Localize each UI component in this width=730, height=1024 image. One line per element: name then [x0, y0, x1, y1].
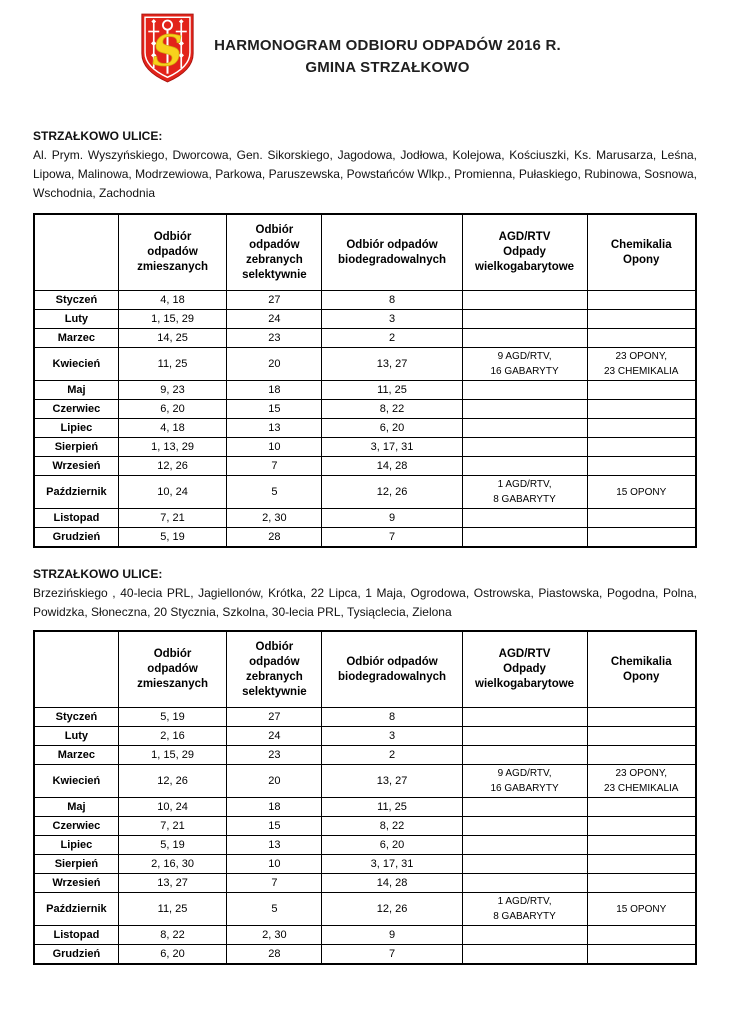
- date-cell: 2, 16: [118, 727, 226, 746]
- month-cell: Wrzesień: [34, 874, 118, 893]
- date-cell: [587, 457, 696, 476]
- date-cell: 6, 20: [118, 400, 226, 419]
- table-row: [34, 329, 696, 348]
- date-cell: [587, 528, 696, 548]
- date-cell: [462, 874, 587, 893]
- date-cell: [587, 509, 696, 528]
- month-cell: Grudzień: [34, 945, 118, 965]
- date-cell: 7, 21: [118, 509, 226, 528]
- table-row: [34, 457, 696, 476]
- month-cell: Luty: [34, 727, 118, 746]
- date-cell: [462, 291, 587, 310]
- date-cell: [462, 727, 587, 746]
- section-heading: STRZAŁKOWO ULICE:: [33, 129, 163, 143]
- date-cell: 12, 26: [118, 457, 226, 476]
- date-cell: 3, 17, 31: [322, 438, 462, 457]
- date-cell: 14, 28: [322, 874, 462, 893]
- date-cell: 28: [227, 945, 322, 965]
- table-row: [34, 528, 696, 548]
- date-cell: 14, 28: [322, 457, 462, 476]
- date-cell: 9 AGD/RTV, 16 GABARYTY: [462, 348, 587, 381]
- date-cell: [587, 746, 696, 765]
- column-header: Odbiór odpadów zebranych selektywnie: [227, 214, 322, 291]
- date-cell: 11, 25: [322, 381, 462, 400]
- date-cell: [462, 836, 587, 855]
- table-row: [34, 817, 696, 836]
- month-cell: Kwiecień: [34, 348, 118, 381]
- table-row: [34, 291, 696, 310]
- date-cell: 13: [227, 836, 322, 855]
- month-cell: Wrzesień: [34, 457, 118, 476]
- month-cell: Maj: [34, 381, 118, 400]
- month-cell: Marzec: [34, 329, 118, 348]
- date-cell: 18: [227, 798, 322, 817]
- date-cell: [587, 855, 696, 874]
- date-cell: 8, 22: [118, 926, 226, 945]
- date-cell: 20: [227, 765, 322, 798]
- date-cell: [462, 945, 587, 965]
- date-cell: 10, 24: [118, 798, 226, 817]
- month-cell: Kwiecień: [34, 765, 118, 798]
- table-row: [34, 509, 696, 528]
- date-cell: [587, 329, 696, 348]
- date-cell: [462, 457, 587, 476]
- column-header: Chemikalia Opony: [587, 214, 696, 291]
- month-cell: Marzec: [34, 746, 118, 765]
- table-row: [34, 310, 696, 329]
- month-cell: Październik: [34, 893, 118, 926]
- date-cell: 8, 22: [322, 817, 462, 836]
- column-header: Odbiór odpadów biodegradowalnych: [322, 214, 462, 291]
- month-cell: Czerwiec: [34, 817, 118, 836]
- date-cell: [462, 708, 587, 727]
- date-cell: 12, 26: [118, 765, 226, 798]
- date-cell: 23 OPONY, 23 CHEMIKALIA: [587, 348, 696, 381]
- date-cell: [462, 798, 587, 817]
- date-cell: 2: [322, 746, 462, 765]
- date-cell: 9 AGD/RTV, 16 GABARYTY: [462, 765, 587, 798]
- date-cell: 1 AGD/RTV, 8 GABARYTY: [462, 476, 587, 509]
- date-cell: 5, 19: [118, 708, 226, 727]
- table-row: [34, 438, 696, 457]
- date-cell: 11, 25: [322, 798, 462, 817]
- date-cell: 12, 26: [322, 893, 462, 926]
- date-cell: 6, 20: [322, 836, 462, 855]
- date-cell: [587, 926, 696, 945]
- date-cell: 3: [322, 727, 462, 746]
- date-cell: 24: [227, 727, 322, 746]
- date-cell: [587, 400, 696, 419]
- month-cell: Listopad: [34, 509, 118, 528]
- date-cell: 27: [227, 291, 322, 310]
- month-cell: Styczeń: [34, 291, 118, 310]
- date-cell: 6, 20: [322, 419, 462, 438]
- date-cell: [587, 727, 696, 746]
- date-cell: 8: [322, 708, 462, 727]
- table-row: [34, 836, 696, 855]
- month-cell: Maj: [34, 798, 118, 817]
- date-cell: 1, 13, 29: [118, 438, 226, 457]
- schedule-section: [33, 129, 697, 548]
- date-cell: 5: [227, 476, 322, 509]
- month-cell: Sierpień: [34, 855, 118, 874]
- date-cell: 11, 25: [118, 348, 226, 381]
- date-cell: 15: [227, 400, 322, 419]
- schedule-table: [33, 213, 697, 548]
- page: [0, 13, 730, 965]
- month-cell: Listopad: [34, 926, 118, 945]
- date-cell: 3: [322, 310, 462, 329]
- date-cell: [462, 528, 587, 548]
- streets-list: Brzezińskiego , 40-lecia PRL, Jagiellonów, Krótka, 22 Lipca, 1 Maja, Ogrodowa, Ostrowska, Piastowska, Pogodna, Polna, Powidzka, Słoneczna, 20 Stycznia, Szkolna, 30-lecia PRL, Tysiąclecia, Zielona: [33, 586, 697, 619]
- date-cell: 20: [227, 348, 322, 381]
- page-title-line1: HARMONOGRAM ODBIORU ODPADÓW 2016 R.: [214, 37, 561, 54]
- table-row: [34, 893, 696, 926]
- date-cell: 7, 21: [118, 817, 226, 836]
- date-cell: 23 OPONY, 23 CHEMIKALIA: [587, 765, 696, 798]
- month-cell: Sierpień: [34, 438, 118, 457]
- date-cell: [462, 381, 587, 400]
- date-cell: [462, 746, 587, 765]
- table-row: [34, 874, 696, 893]
- column-header: Odbiór odpadów zmieszanych: [118, 631, 226, 708]
- date-cell: 1, 15, 29: [118, 746, 226, 765]
- schedule-table-head: [34, 214, 696, 291]
- month-column-header: [34, 631, 118, 708]
- header-row: [34, 214, 696, 291]
- date-cell: 13, 27: [322, 348, 462, 381]
- date-cell: 4, 18: [118, 419, 226, 438]
- date-cell: 24: [227, 310, 322, 329]
- date-cell: 2, 30: [227, 926, 322, 945]
- date-cell: 28: [227, 528, 322, 548]
- date-cell: 9, 23: [118, 381, 226, 400]
- date-cell: 12, 26: [322, 476, 462, 509]
- date-cell: 1, 15, 29: [118, 310, 226, 329]
- table-row: [34, 348, 696, 381]
- date-cell: 13, 27: [322, 765, 462, 798]
- schedule-table-body: [34, 708, 696, 965]
- month-column-header: [34, 214, 118, 291]
- column-header: Chemikalia Opony: [587, 631, 696, 708]
- date-cell: 7: [322, 528, 462, 548]
- header-row: [34, 631, 696, 708]
- date-cell: 8: [322, 291, 462, 310]
- month-cell: Luty: [34, 310, 118, 329]
- date-cell: [587, 381, 696, 400]
- section-heading: STRZAŁKOWO ULICE:: [33, 567, 163, 581]
- date-cell: 15 OPONY: [587, 476, 696, 509]
- date-cell: [587, 291, 696, 310]
- date-cell: [462, 419, 587, 438]
- date-cell: 9: [322, 926, 462, 945]
- date-cell: [587, 836, 696, 855]
- date-cell: [587, 438, 696, 457]
- table-row: [34, 855, 696, 874]
- date-cell: 13, 27: [118, 874, 226, 893]
- table-row: [34, 419, 696, 438]
- date-cell: 2, 30: [227, 509, 322, 528]
- date-cell: 13: [227, 419, 322, 438]
- month-cell: Czerwiec: [34, 400, 118, 419]
- date-cell: 23: [227, 746, 322, 765]
- date-cell: [462, 329, 587, 348]
- date-cell: [462, 509, 587, 528]
- date-cell: 2, 16, 30: [118, 855, 226, 874]
- table-row: [34, 727, 696, 746]
- date-cell: 7: [227, 874, 322, 893]
- date-cell: 15: [227, 817, 322, 836]
- date-cell: 5, 19: [118, 836, 226, 855]
- date-cell: [587, 874, 696, 893]
- month-cell: Grudzień: [34, 528, 118, 548]
- date-cell: 9: [322, 509, 462, 528]
- table-row: [34, 381, 696, 400]
- date-cell: 1 AGD/RTV, 8 GABARYTY: [462, 893, 587, 926]
- schedule-table-body: [34, 291, 696, 548]
- date-cell: 11, 25: [118, 893, 226, 926]
- date-cell: [462, 438, 587, 457]
- date-cell: 18: [227, 381, 322, 400]
- table-row: [34, 765, 696, 798]
- date-cell: [462, 817, 587, 836]
- date-cell: [587, 817, 696, 836]
- month-cell: Lipiec: [34, 836, 118, 855]
- date-cell: 23: [227, 329, 322, 348]
- month-cell: Lipiec: [34, 419, 118, 438]
- date-cell: 8, 22: [322, 400, 462, 419]
- table-row: [34, 945, 696, 965]
- date-cell: 10: [227, 855, 322, 874]
- date-cell: 5: [227, 893, 322, 926]
- date-cell: 10, 24: [118, 476, 226, 509]
- date-cell: [587, 310, 696, 329]
- page-title-line2: GMINA STRZAŁKOWO: [305, 59, 470, 76]
- table-row: [34, 476, 696, 509]
- date-cell: [462, 855, 587, 874]
- date-cell: [587, 945, 696, 965]
- table-row: [34, 798, 696, 817]
- table-row: [34, 746, 696, 765]
- date-cell: 15 OPONY: [587, 893, 696, 926]
- table-row: [34, 400, 696, 419]
- page-header: [33, 13, 697, 83]
- date-cell: [587, 798, 696, 817]
- date-cell: [462, 926, 587, 945]
- date-cell: 27: [227, 708, 322, 727]
- date-cell: 3, 17, 31: [322, 855, 462, 874]
- schedule-table-head: [34, 631, 696, 708]
- column-header: AGD/RTV Odpady wielkogabarytowe: [462, 631, 587, 708]
- table-row: [34, 708, 696, 727]
- date-cell: 7: [227, 457, 322, 476]
- date-cell: [587, 708, 696, 727]
- column-header: AGD/RTV Odpady wielkogabarytowe: [462, 214, 587, 291]
- date-cell: 6, 20: [118, 945, 226, 965]
- month-cell: Październik: [34, 476, 118, 509]
- date-cell: [462, 400, 587, 419]
- column-header: Odbiór odpadów zebranych selektywnie: [227, 631, 322, 708]
- date-cell: 4, 18: [118, 291, 226, 310]
- table-row: [34, 926, 696, 945]
- date-cell: 14, 25: [118, 329, 226, 348]
- column-header: Odbiór odpadów biodegradowalnych: [322, 631, 462, 708]
- svg-text:S: S: [152, 25, 183, 76]
- streets-list: Al. Prym. Wyszyńskiego, Dworcowa, Gen. Sikorskiego, Jagodowa, Jodłowa, Kolejowa, Kościuszki, Ks. Marusarza, Leśna, Lipowa, Malinowa, Modrzewiowa, Parkowa, Paruszewska, Powstańców Wlkp., Promienna, Pułaskiego, Rubinowa, Sosnowa, Wschodnia, Zachodnia: [33, 148, 697, 200]
- date-cell: 2: [322, 329, 462, 348]
- page-title: [33, 35, 697, 79]
- schedule-table: [33, 630, 697, 965]
- date-cell: [462, 310, 587, 329]
- date-cell: 5, 19: [118, 528, 226, 548]
- date-cell: 7: [322, 945, 462, 965]
- date-cell: [587, 419, 696, 438]
- date-cell: 10: [227, 438, 322, 457]
- month-cell: Styczeń: [34, 708, 118, 727]
- schedule-section: [33, 567, 697, 965]
- column-header: Odbiór odpadów zmieszanych: [118, 214, 226, 291]
